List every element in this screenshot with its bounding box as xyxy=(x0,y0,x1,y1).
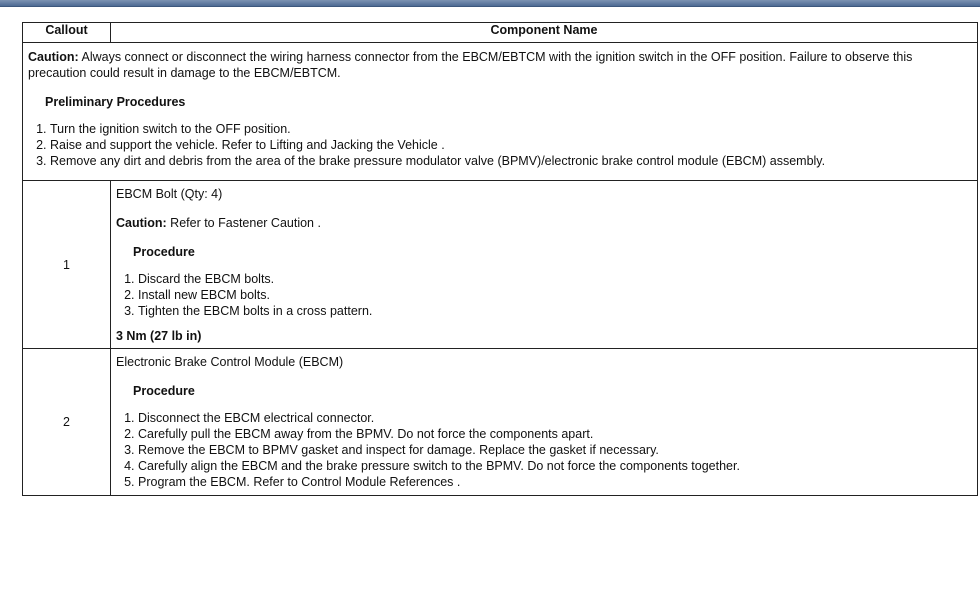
callout-number: 2 xyxy=(23,349,111,496)
list-item: 4. Carefully align the EBCM and the brake pressure switch to the BPMV. Do not force the components together. xyxy=(138,458,971,474)
list-item: 2. Carefully pull the EBCM away from the BPMV. Do not force the components apart. xyxy=(138,426,971,442)
caution-label: Caution: xyxy=(28,50,79,64)
list-item: 3. Tighten the EBCM bolts in a cross pattern. xyxy=(138,303,971,319)
procedure-steps xyxy=(116,410,971,490)
component-cell xyxy=(111,349,978,496)
procedure-steps xyxy=(116,271,971,319)
list-item: 3. Remove the EBCM to BPMV gasket and inspect for damage. Replace the gasket if necessary. xyxy=(138,442,971,458)
table-row xyxy=(23,349,978,496)
table-row xyxy=(23,181,978,349)
intro-row xyxy=(23,43,978,181)
intro-caution xyxy=(28,49,971,81)
header-component-name: Component Name xyxy=(111,23,978,43)
component-cell xyxy=(111,181,978,349)
header-callout: Callout xyxy=(23,23,111,43)
table-header-row xyxy=(23,23,978,43)
caution-label: Caution: xyxy=(116,216,167,230)
procedure-table xyxy=(22,22,978,496)
procedure-heading: Procedure xyxy=(133,245,195,259)
component-title: Electronic Brake Control Module (EBCM) xyxy=(116,355,344,369)
list-item: 2. Raise and support the vehicle. Refer to Lifting and Jacking the Vehicle . xyxy=(50,137,971,153)
list-item: 1. Discard the EBCM bolts. xyxy=(138,271,971,287)
top-title-bar xyxy=(0,0,980,7)
callout-number: 1 xyxy=(23,181,111,349)
procedure-heading: Procedure xyxy=(133,384,195,398)
preliminary-heading: Preliminary Procedures xyxy=(45,95,186,109)
torque-spec: 3 Nm (27 lb in) xyxy=(116,329,202,343)
list-item: 1. Turn the ignition switch to the OFF position. xyxy=(50,121,971,137)
component-title: EBCM Bolt (Qty: 4) xyxy=(116,187,223,201)
list-item: 1. Disconnect the EBCM electrical connector. xyxy=(138,410,971,426)
list-item: 2. Install new EBCM bolts. xyxy=(138,287,971,303)
list-item: 5. Program the EBCM. Refer to Control Module References . xyxy=(138,474,971,490)
caution-text: Refer to Fastener Caution . xyxy=(170,216,321,230)
intro-cell xyxy=(23,43,978,181)
component-caution xyxy=(116,215,971,231)
preliminary-steps xyxy=(28,121,971,169)
list-item: 3. Remove any dirt and debris from the area of the brake pressure modulator valve (BPMV)/electronic brake control module (EBCM) assembly. xyxy=(50,153,971,169)
caution-text: Always connect or disconnect the wiring harness connector from the EBCM/EBTCM with the ignition switch in the OFF position. Failure to observe this precaution could result in damage to the EBCM/EBTCM. xyxy=(28,50,913,80)
